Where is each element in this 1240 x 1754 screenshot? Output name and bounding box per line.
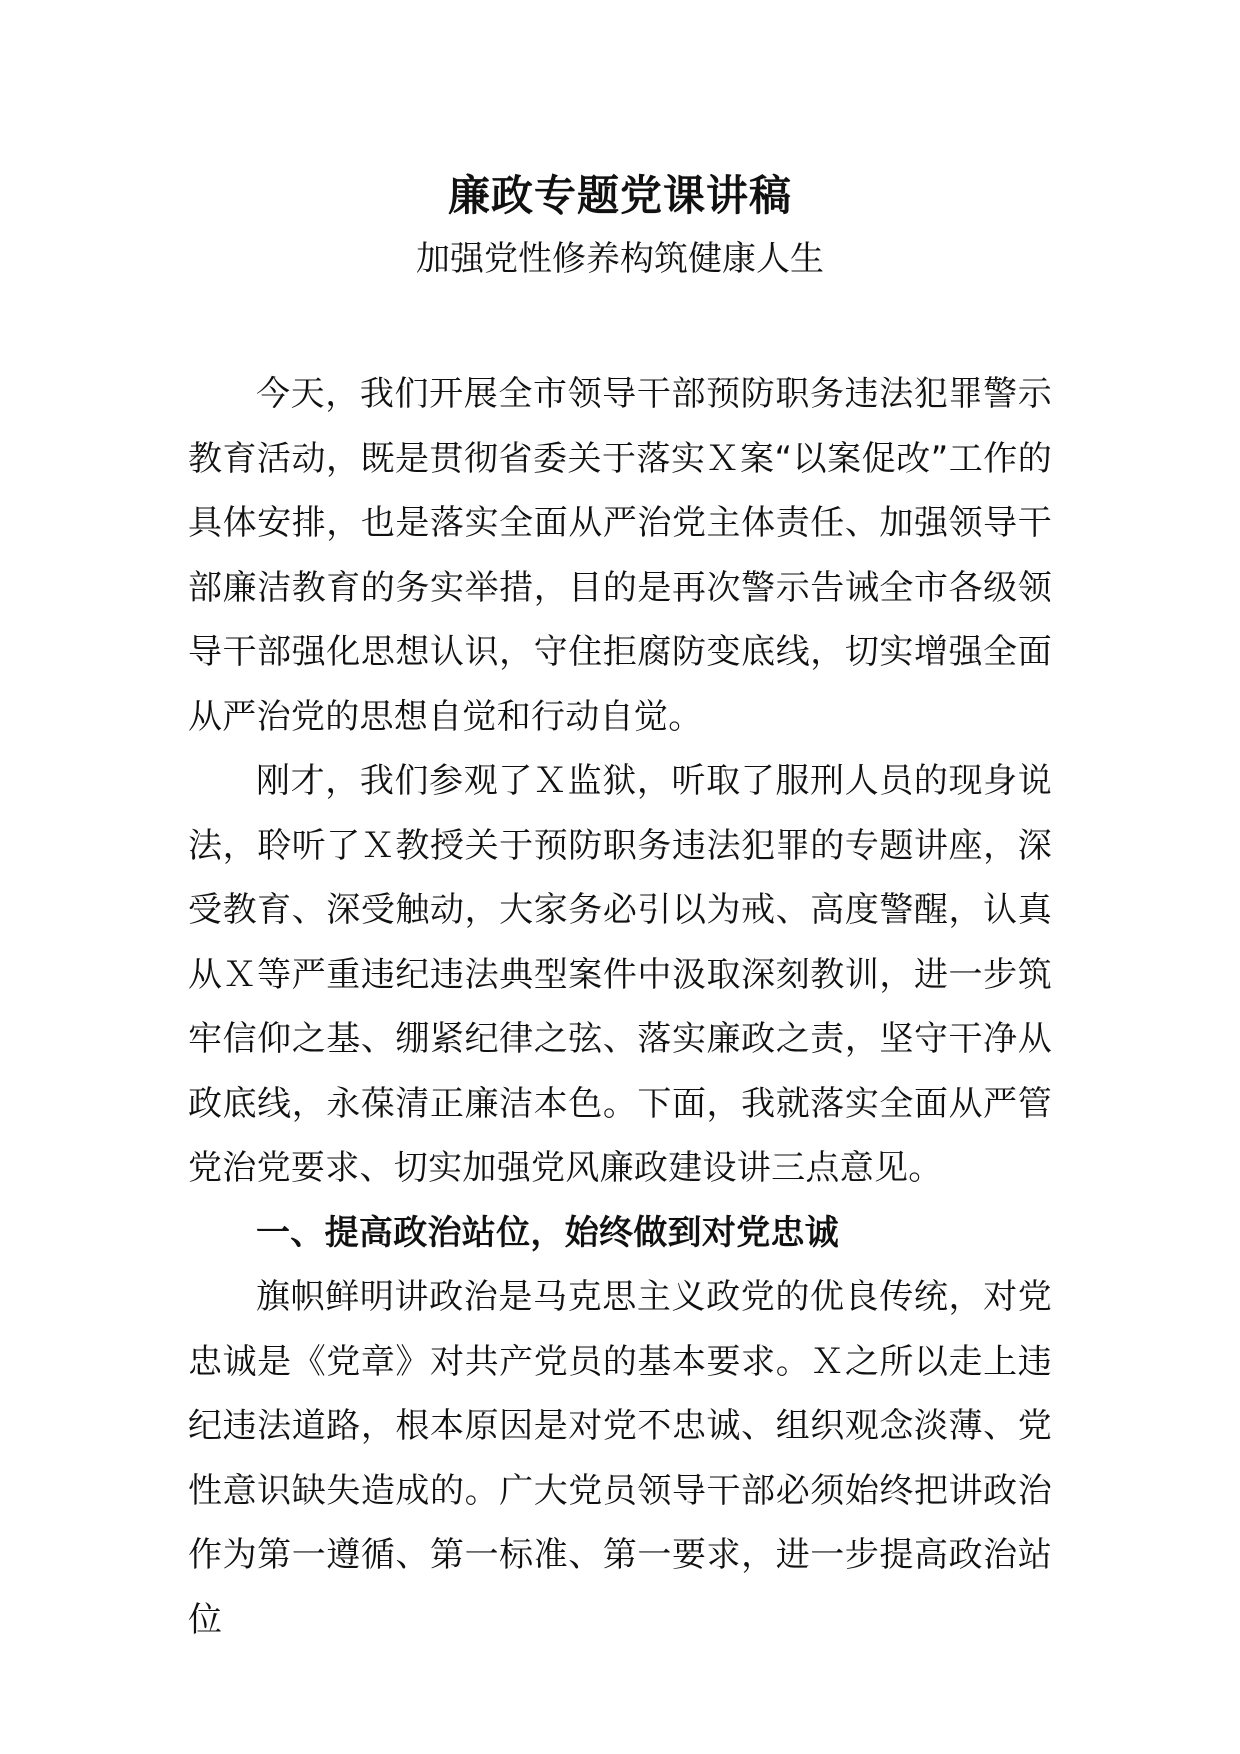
section-heading-1: 一、提高政治站位，始终做到对党忠诚	[256, 1212, 840, 1253]
document-title: 廉政专题党课讲稿	[447, 171, 792, 220]
document-subtitle: 加强党性修养构筑健康人生	[416, 239, 824, 279]
document-body	[188, 362, 1052, 1652]
paragraph-visit: 刚才，我们参观了Ｘ监狱，听取了服刑人员的现身说法，聆听了Ｘ教授关于预防职务违法犯罪的专题讲座，深受教育、深受触动，大家务必引以为戒、高度警醒，认真从Ｘ等严重违纪违法典型案件中汲取深刻教训，进一步筑牢信仰之基、绷紧纪律之弦、落实廉政之责，坚守干净从政底线，永葆清正廉洁本色。下面，我就落实全面从严管党治党要求、切实加强党风廉政建设讲三点意见。	[188, 761, 1052, 1188]
paragraph-section-1: 旗帜鲜明讲政治是马克思主义政党的优良传统，对党忠诚是《党章》对共产党员的基本要求。Ｘ之所以走上违纪违法道路，根本原因是对党不忠诚、组织观念淡薄、党性意识缺失造成的。广大党员领导干部必须始终把讲政治作为第一遵循、第一标准、第一要求，进一步提高政治站位	[188, 1277, 1052, 1640]
paragraph-intro: 今天，我们开展全市领导干部预防职务违法犯罪警示教育活动，既是贯彻省委关于落实Ｘ案“以案促改”工作的具体安排，也是落实全面从严治党主体责任、加强领导干部廉洁教育的务实举措，目的是再次警示告诫全市各级领导干部强化思想认识，守住拒腐防变底线，切实增强全面从严治党的思想自觉和行动自觉。	[188, 374, 1052, 737]
